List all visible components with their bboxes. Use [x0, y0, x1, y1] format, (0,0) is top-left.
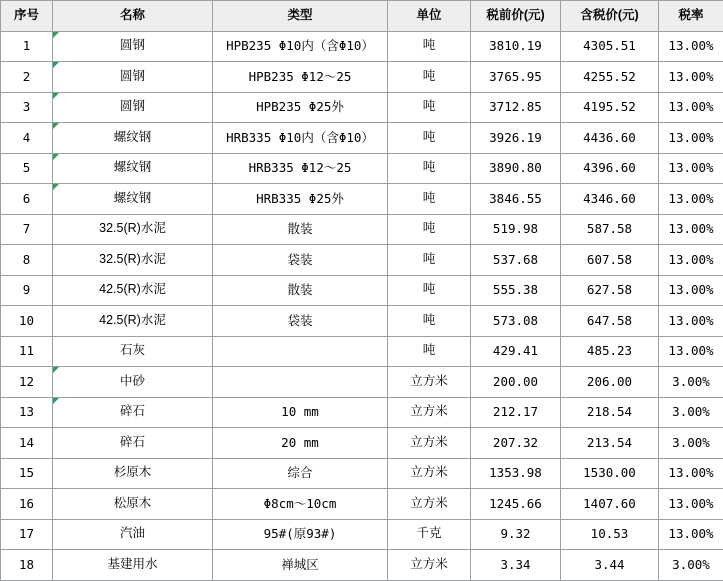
table-row [1, 214, 723, 245]
cell-taxed-price: 1530.00 [561, 458, 659, 489]
cell-name: 碎石 [53, 428, 213, 459]
cell-tax-rate: 3.00% [659, 397, 723, 428]
cell-type: 袋装 [213, 306, 388, 337]
cell-name: 中砂 [53, 367, 213, 398]
cell-type: HPB235 Φ25外 [213, 92, 388, 123]
table-row [1, 245, 723, 276]
cell-pretax-price: 3846.55 [471, 184, 561, 215]
cell-index: 12 [1, 367, 53, 398]
cell-unit: 千克 [388, 519, 471, 550]
cell-type: 10 mm [213, 397, 388, 428]
cell-index: 1 [1, 31, 53, 62]
cell-unit: 吨 [388, 62, 471, 93]
cell-taxed-price: 647.58 [561, 306, 659, 337]
cell-index: 11 [1, 336, 53, 367]
cell-type: HRB335 Φ10内（含Φ10） [213, 123, 388, 154]
cell-unit: 吨 [388, 184, 471, 215]
cell-unit: 吨 [388, 123, 471, 154]
cell-taxed-price: 4346.60 [561, 184, 659, 215]
cell-index: 7 [1, 214, 53, 245]
cell-pretax-price: 429.41 [471, 336, 561, 367]
cell-unit: 吨 [388, 153, 471, 184]
cell-taxed-price: 3.44 [561, 550, 659, 581]
cell-name: 螺纹钢 [53, 153, 213, 184]
column-header-taxed: 含税价(元) [561, 1, 659, 32]
column-header-type: 类型 [213, 1, 388, 32]
cell-unit: 立方米 [388, 489, 471, 520]
cell-name: 42.5(R)水泥 [53, 275, 213, 306]
cell-type: 95#(原93#) [213, 519, 388, 550]
table-row [1, 336, 723, 367]
cell-tax-rate: 13.00% [659, 92, 723, 123]
cell-index: 4 [1, 123, 53, 154]
cell-pretax-price: 3712.85 [471, 92, 561, 123]
column-header-name: 名称 [53, 1, 213, 32]
cell-tax-rate: 3.00% [659, 428, 723, 459]
cell-name: 碎石 [53, 397, 213, 428]
cell-taxed-price: 485.23 [561, 336, 659, 367]
cell-name: 杉原木 [53, 458, 213, 489]
table-row [1, 519, 723, 550]
cell-index: 15 [1, 458, 53, 489]
cell-taxed-price: 218.54 [561, 397, 659, 428]
cell-index: 6 [1, 184, 53, 215]
table-row [1, 92, 723, 123]
cell-tax-rate: 13.00% [659, 123, 723, 154]
cell-pretax-price: 1353.98 [471, 458, 561, 489]
cell-taxed-price: 10.53 [561, 519, 659, 550]
cell-index: 5 [1, 153, 53, 184]
cell-unit: 立方米 [388, 428, 471, 459]
table-row [1, 31, 723, 62]
cell-tax-rate: 13.00% [659, 245, 723, 276]
cell-taxed-price: 1407.60 [561, 489, 659, 520]
column-header-pretax: 税前价(元) [471, 1, 561, 32]
cell-pretax-price: 3926.19 [471, 123, 561, 154]
cell-unit: 吨 [388, 92, 471, 123]
cell-pretax-price: 3765.95 [471, 62, 561, 93]
cell-pretax-price: 3890.80 [471, 153, 561, 184]
cell-type: HRB335 Φ12～25 [213, 153, 388, 184]
cell-unit: 吨 [388, 336, 471, 367]
cell-taxed-price: 4195.52 [561, 92, 659, 123]
cell-type: 散装 [213, 214, 388, 245]
cell-index: 9 [1, 275, 53, 306]
cell-unit: 吨 [388, 245, 471, 276]
cell-pretax-price: 519.98 [471, 214, 561, 245]
cell-unit: 立方米 [388, 550, 471, 581]
cell-pretax-price: 212.17 [471, 397, 561, 428]
table-row [1, 275, 723, 306]
table-row [1, 489, 723, 520]
table-row [1, 184, 723, 215]
cell-index: 17 [1, 519, 53, 550]
cell-pretax-price: 3.34 [471, 550, 561, 581]
table-row [1, 458, 723, 489]
cell-unit: 立方米 [388, 458, 471, 489]
column-header-unit: 单位 [388, 1, 471, 32]
cell-unit: 吨 [388, 275, 471, 306]
table-row [1, 397, 723, 428]
cell-unit: 立方米 [388, 367, 471, 398]
cell-index: 8 [1, 245, 53, 276]
cell-type [213, 336, 388, 367]
table-row [1, 62, 723, 93]
column-header-index: 序号 [1, 1, 53, 32]
cell-unit: 吨 [388, 306, 471, 337]
cell-type: 20 mm [213, 428, 388, 459]
cell-taxed-price: 607.58 [561, 245, 659, 276]
cell-tax-rate: 13.00% [659, 153, 723, 184]
cell-taxed-price: 4396.60 [561, 153, 659, 184]
cell-name: 汽油 [53, 519, 213, 550]
cell-tax-rate: 13.00% [659, 458, 723, 489]
cell-type: 综合 [213, 458, 388, 489]
cell-name: 石灰 [53, 336, 213, 367]
cell-index: 13 [1, 397, 53, 428]
cell-name: 32.5(R)水泥 [53, 214, 213, 245]
cell-name: 松原木 [53, 489, 213, 520]
cell-taxed-price: 627.58 [561, 275, 659, 306]
cell-tax-rate: 13.00% [659, 336, 723, 367]
cell-pretax-price: 537.68 [471, 245, 561, 276]
cell-index: 2 [1, 62, 53, 93]
cell-name: 42.5(R)水泥 [53, 306, 213, 337]
table-row [1, 367, 723, 398]
column-header-taxrate: 税率 [659, 1, 723, 32]
cell-index: 3 [1, 92, 53, 123]
cell-type: HPB235 Φ12～25 [213, 62, 388, 93]
cell-pretax-price: 9.32 [471, 519, 561, 550]
table-row [1, 306, 723, 337]
cell-type: 袋装 [213, 245, 388, 276]
table-row [1, 153, 723, 184]
cell-taxed-price: 213.54 [561, 428, 659, 459]
table-body [1, 31, 723, 580]
table-row [1, 123, 723, 154]
cell-tax-rate: 13.00% [659, 306, 723, 337]
cell-pretax-price: 207.32 [471, 428, 561, 459]
cell-type: HPB235 Φ10内（含Φ10） [213, 31, 388, 62]
cell-tax-rate: 13.00% [659, 519, 723, 550]
cell-index: 16 [1, 489, 53, 520]
cell-pretax-price: 200.00 [471, 367, 561, 398]
cell-tax-rate: 13.00% [659, 489, 723, 520]
table-header-row [1, 1, 723, 32]
cell-name: 螺纹钢 [53, 123, 213, 154]
cell-name: 32.5(R)水泥 [53, 245, 213, 276]
cell-index: 14 [1, 428, 53, 459]
cell-tax-rate: 3.00% [659, 550, 723, 581]
cell-name: 圆钢 [53, 92, 213, 123]
cell-taxed-price: 4305.51 [561, 31, 659, 62]
cell-index: 18 [1, 550, 53, 581]
table-row [1, 428, 723, 459]
cell-tax-rate: 13.00% [659, 214, 723, 245]
cell-name: 圆钢 [53, 62, 213, 93]
cell-tax-rate: 3.00% [659, 367, 723, 398]
cell-taxed-price: 206.00 [561, 367, 659, 398]
cell-taxed-price: 4436.60 [561, 123, 659, 154]
cell-tax-rate: 13.00% [659, 275, 723, 306]
cell-unit: 立方米 [388, 397, 471, 428]
cell-pretax-price: 3810.19 [471, 31, 561, 62]
cell-index: 10 [1, 306, 53, 337]
cell-name: 圆钢 [53, 31, 213, 62]
cell-pretax-price: 1245.66 [471, 489, 561, 520]
cell-type: HRB335 Φ25外 [213, 184, 388, 215]
cell-type: 散装 [213, 275, 388, 306]
cell-name: 基建用水 [53, 550, 213, 581]
cell-taxed-price: 4255.52 [561, 62, 659, 93]
cell-tax-rate: 13.00% [659, 184, 723, 215]
cell-pretax-price: 555.38 [471, 275, 561, 306]
cell-tax-rate: 13.00% [659, 31, 723, 62]
cell-tax-rate: 13.00% [659, 62, 723, 93]
cell-unit: 吨 [388, 31, 471, 62]
cell-taxed-price: 587.58 [561, 214, 659, 245]
cell-type: 禅城区 [213, 550, 388, 581]
table-row [1, 550, 723, 581]
cell-unit: 吨 [388, 214, 471, 245]
cell-pretax-price: 573.08 [471, 306, 561, 337]
cell-type: Φ8cm～10cm [213, 489, 388, 520]
cell-name: 螺纹钢 [53, 184, 213, 215]
cell-type [213, 367, 388, 398]
